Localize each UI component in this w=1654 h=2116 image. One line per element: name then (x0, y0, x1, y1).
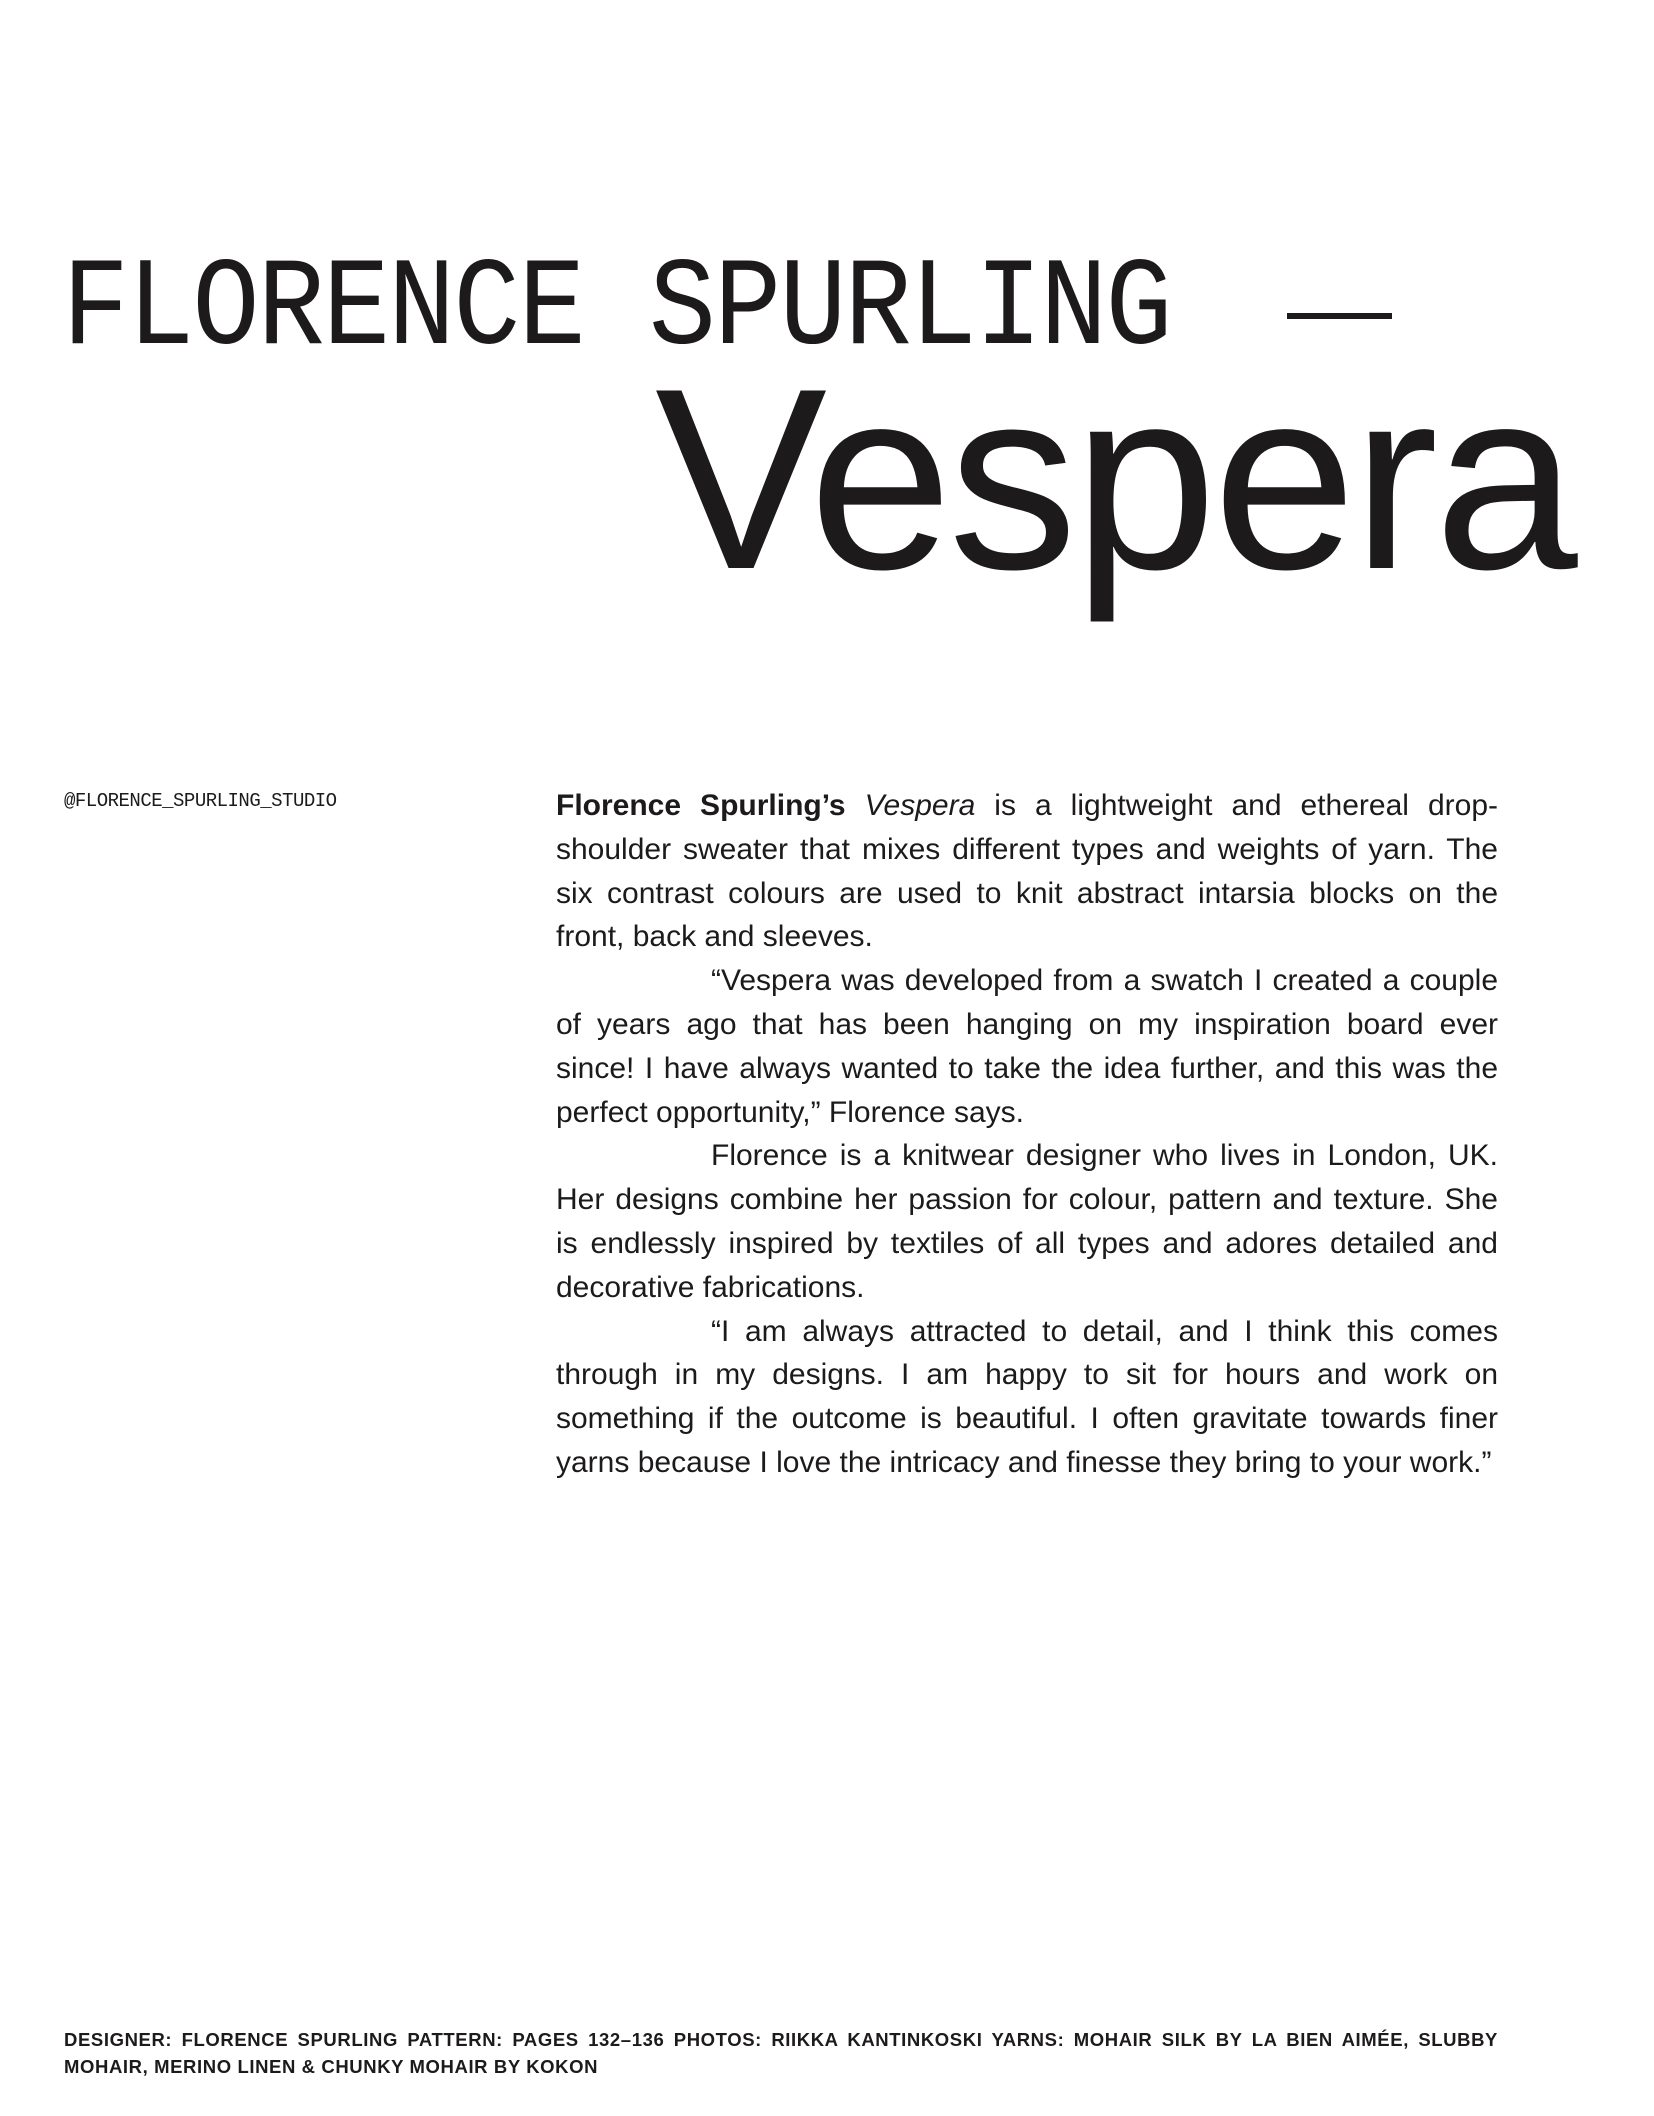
intro-paragraph (556, 784, 1498, 959)
body-paragraph: “I am always attracted to detail, and I think this comes through in my designs. I am happy to sit for hours and work on something if the outcome is beautiful. I often gravitate towards finer yarns because I love the intricacy and finesse they bring to your work.” (556, 1314, 1498, 1479)
title-dash (1287, 313, 1392, 319)
lead-pattern-name: Vespera (864, 789, 976, 822)
lead-designer-name: Florence Spurling’s (556, 789, 846, 822)
social-handle: @FLORENCE_SPURLING_STUDIO (64, 790, 337, 812)
pattern-title: Vespera (655, 334, 1574, 623)
credits-footer: DESIGNER: FLORENCE SPURLING PATTERN: PAGES 132–136 PHOTOS: RIIKKA KANTINKOSKI YARNS: MOHAIR SILK BY LA BIEN AIMÉE, SLUBBY MOHAIR, MERINO LINEN & CHUNKY MOHAIR BY KOKON (64, 2029, 1498, 2077)
designer-name: FLORENCE SPURLING (62, 239, 1171, 382)
body-paragraph: “Vespera was developed from a swatch I created a couple of years ago that has been hanging on my inspiration board ever since! I have always wanted to take the idea further, and this was the perfect opportunity,” Florence says. (556, 964, 1498, 1129)
intro-text: is a lightweight and ethereal drop-shoulder sweater that mixes different types and weights of yarn. The six contrast colours are used to knit abstract intarsia blocks on the front, back and sleeves. (556, 789, 1498, 954)
body-paragraph: Florence is a knitwear designer who lives in London, UK. Her designs combine her passion for colour, pattern and texture. She is endlessly inspired by textiles of all types and adores detailed and decorative fabrications. (556, 1139, 1498, 1304)
article-body (556, 784, 1498, 1485)
